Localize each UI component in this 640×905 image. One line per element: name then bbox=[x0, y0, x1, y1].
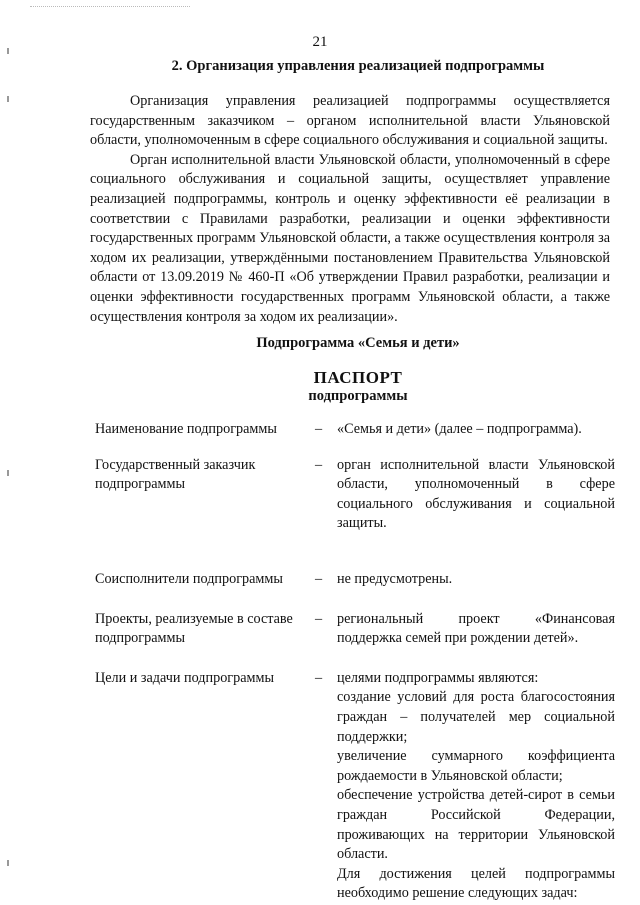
passport-row-value bbox=[337, 570, 615, 590]
passport-title: ПАСПОРТ bbox=[313, 368, 403, 387]
passport-row bbox=[95, 610, 615, 649]
dash: – bbox=[315, 669, 323, 686]
paragraph: Орган исполнительной власти Ульяновской области, уполномоченный в сфере социального обслуживания и социальной защиты, осуществляет управление реализацией подпрограммы, контроль и оценку эффективности её реализации в соответствии с Правилами разработки, реализации и оценки эффективности государственных программ Ульяновской области, а также осуществления контроля за ходом их реализации, утверждёнными постановлением Правительства Ульяновской области от 13.09.2019 № 460-П «Об утверждении Правил разработки, реализации и оценки эффективности государственных программ Ульяновской области, а также осуществления контроля за ходом их реализации». bbox=[90, 151, 610, 325]
dash: – bbox=[315, 421, 323, 437]
value-line: не предусмотрены. bbox=[337, 570, 453, 587]
value-line: «Семья и дети» (далее – подпрограмма). bbox=[337, 421, 582, 437]
passport-row-label: Соисполнители подпрограммы bbox=[95, 570, 283, 587]
body-text bbox=[90, 92, 610, 327]
passport-row bbox=[95, 669, 615, 904]
passport-row bbox=[95, 456, 615, 534]
passport-row-value bbox=[337, 610, 615, 649]
passport-row-label: Цели и задачи подпрограммы bbox=[95, 669, 274, 686]
passport-table bbox=[95, 420, 615, 904]
passport-row bbox=[95, 570, 615, 590]
value-line: увеличение суммарного коэффициента рождаемости в Ульяновской области; bbox=[337, 748, 615, 784]
subprogram-title: Подпрограмма «Семья и дети» bbox=[256, 335, 460, 351]
value-line: целями подпрограммы являются: bbox=[337, 669, 539, 686]
passport-row-value bbox=[337, 669, 615, 904]
value-line: Для достижения целей подпрограммы необходимо решение следующих задач: bbox=[337, 865, 615, 902]
scan-artifact bbox=[7, 96, 9, 102]
value-line: обеспечение устройства детей-сирот в семьи граждан Российской Федерации, проживающих на территории Ульяновской области. bbox=[337, 787, 615, 863]
scan-artifact bbox=[30, 6, 190, 10]
value-line: региональный проект «Финансовая поддержка семей при рождении детей». bbox=[337, 610, 615, 647]
passport-row-value bbox=[337, 420, 615, 440]
passport-row-label: Государственный заказчик подпрограммы bbox=[95, 456, 256, 493]
dash: – bbox=[315, 456, 323, 473]
section-title: 2. Организация управления реализацией подпрограммы bbox=[171, 58, 545, 74]
scan-artifact bbox=[7, 860, 9, 866]
dash: – bbox=[315, 610, 323, 627]
dash: – bbox=[315, 570, 323, 587]
value-line: орган исполнительной власти Ульяновской области, уполномоченный в сфере социального обслуживания и социальной защиты. bbox=[337, 456, 615, 532]
value-line: создание условий для роста благосостояния граждан – получателей мер социальной поддержки; bbox=[337, 689, 615, 745]
paragraph: Организация управления реализацией подпрограммы осуществляется государственным заказчиком – органом исполнительной власти Ульяновской области, уполномоченным в сфере социального обслуживания и социальной защиты. bbox=[90, 93, 610, 149]
page-number: 21 bbox=[312, 34, 328, 50]
passport-subtitle: подпрограммы bbox=[308, 388, 408, 404]
passport-row-label: Проекты, реализуемые в составе подпрограммы bbox=[95, 610, 293, 647]
passport-row-value bbox=[337, 456, 615, 534]
passport-row bbox=[95, 420, 615, 440]
passport-row-label: Наименование подпрограммы bbox=[95, 421, 277, 437]
scan-artifact bbox=[7, 470, 9, 476]
